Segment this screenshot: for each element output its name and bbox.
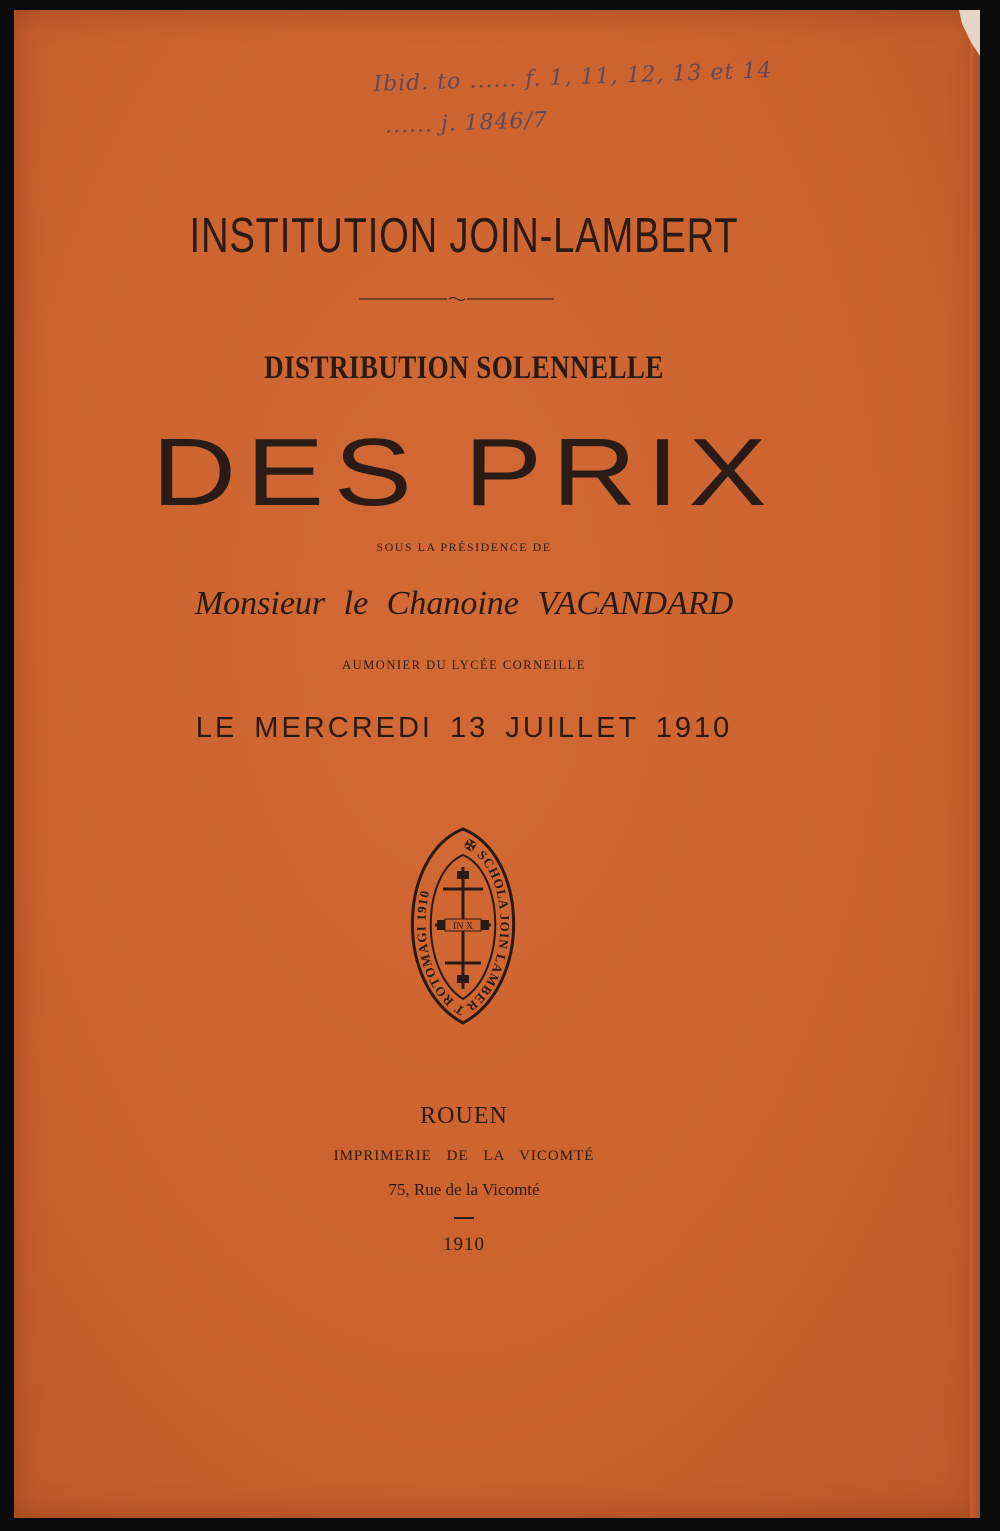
imprint-address: 75, Rue de la Vicomté (388, 1180, 540, 1199)
ornamental-rule (359, 296, 554, 302)
school-seal-icon (393, 825, 533, 1025)
president-name: Monsieur le Chanoine VACANDARD (194, 585, 734, 622)
distribution-subtitle: DISTRIBUTION SOLENNELLE (264, 350, 664, 386)
torn-corner (950, 10, 980, 56)
imprint-city: ROUEN (420, 1103, 508, 1129)
imprint-divider (454, 1217, 474, 1219)
cover-edge (970, 10, 980, 1518)
seal-ring-text: ✠ SCHOLA JOIN LAMBERT ROTOMAGI 1910 (413, 836, 513, 1019)
ceremony-date: LE MERCREDI 13 JUILLET 1910 (195, 712, 733, 744)
annotation-line-1: Ibid. to ...... f. 1, 11, 12, 13 et 14 (372, 58, 773, 98)
institution-title: INSTITUTION JOIN-LAMBERT (189, 209, 739, 263)
book-cover (14, 10, 980, 1518)
handwritten-annotation (373, 46, 896, 148)
annotation-line-2: ...... j. 1846/7 (384, 108, 549, 139)
imprint-year: 1910 (443, 1234, 485, 1255)
president-role: AUMONIER DU LYCÉE CORNEILLE (342, 658, 586, 672)
presidence-line: SOUS LA PRÉSIDENCE DE (376, 540, 552, 554)
imprint-printer: IMPRIMERIE DE LA VICOMTÉ (333, 1148, 595, 1164)
seal-center-text: IN X (452, 921, 474, 932)
headline-des-prix: DES PRIX (151, 419, 777, 526)
